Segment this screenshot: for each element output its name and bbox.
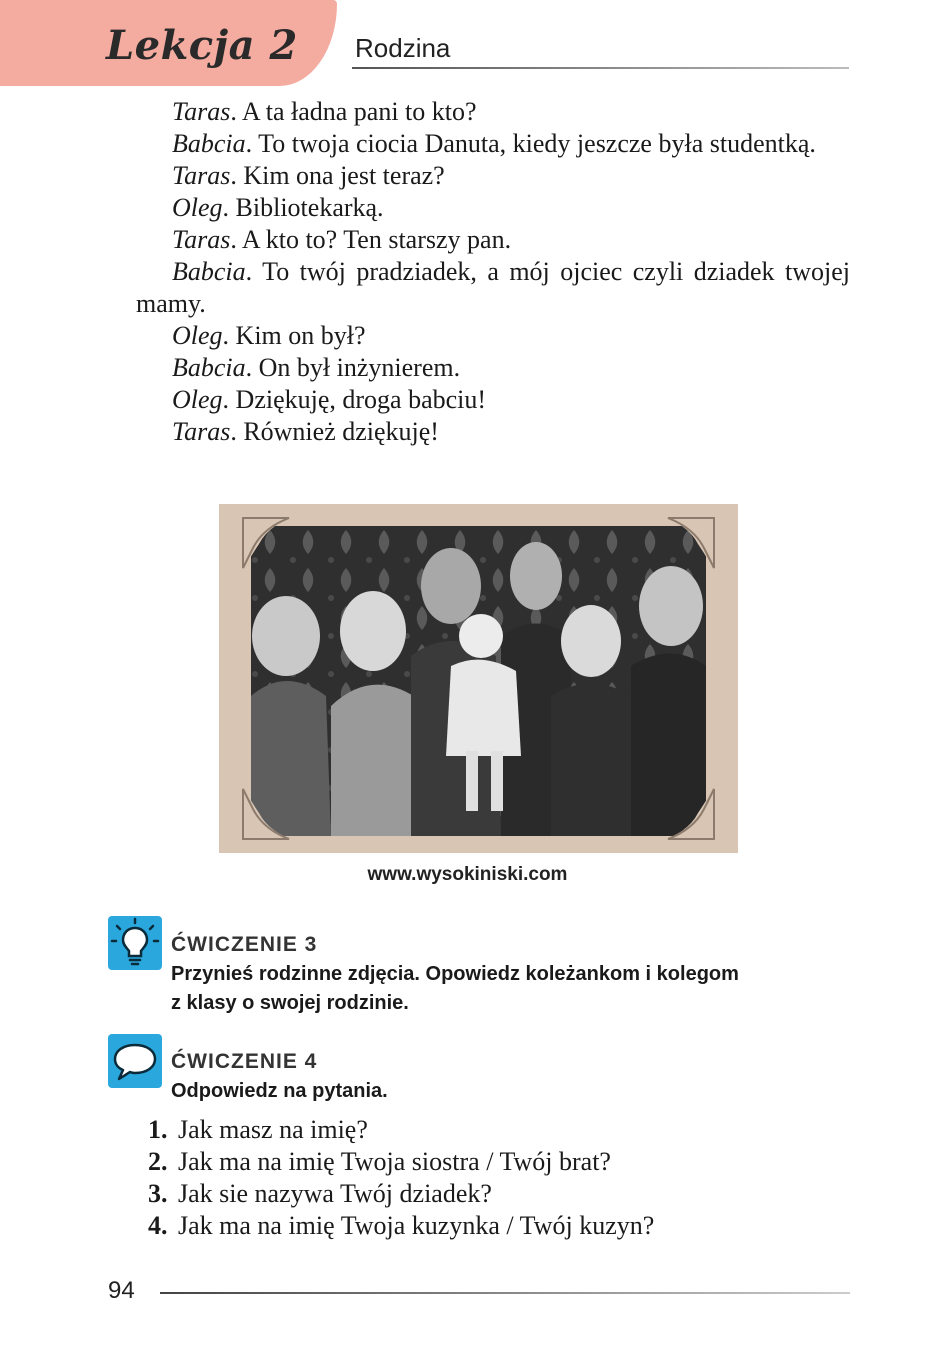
speaker: Oleg	[172, 385, 223, 414]
question-number: 2.	[148, 1147, 168, 1176]
photo-corner-icon	[656, 781, 718, 843]
dialogue-line	[136, 352, 850, 384]
topic-title: Rodzina	[355, 33, 451, 63]
speaker: Oleg	[172, 193, 223, 222]
speaker: Taras	[172, 161, 231, 190]
exercise-3-title: ĆWICZENIE 3	[171, 933, 318, 956]
dialogue	[136, 96, 850, 448]
dialogue-line	[136, 320, 850, 352]
speaker: Taras	[172, 417, 231, 446]
line-text: . Dziękuję, droga babciu!	[222, 385, 487, 414]
question-number: 1.	[148, 1115, 168, 1144]
lightbulb-icon	[108, 916, 162, 970]
line-text: . To twoja ciocia Danuta, kiedy jeszcze była studentką.	[245, 129, 816, 158]
list-item	[148, 1210, 654, 1242]
question-text: Jak masz na imię?	[178, 1115, 368, 1144]
dialogue-line	[136, 416, 850, 448]
list-item	[148, 1114, 654, 1146]
header-divider	[352, 67, 849, 69]
dialogue-line	[136, 224, 850, 256]
dialogue-line	[136, 96, 850, 128]
dialogue-line	[136, 160, 850, 192]
speaker: Babcia	[172, 257, 246, 286]
photo-credit: www.wysokiniski.com	[367, 864, 568, 885]
dialogue-line	[136, 384, 850, 416]
speaker: Taras	[172, 225, 231, 254]
family-photo	[251, 526, 706, 836]
list-item	[148, 1146, 654, 1178]
family-photo-frame	[219, 504, 738, 853]
photo-corner-icon	[239, 781, 301, 843]
speaker: Oleg	[172, 321, 223, 350]
line-text: . A kto to? Ten starszy pan.	[230, 225, 512, 254]
speaker: Babcia	[172, 129, 246, 158]
speaker: Taras	[172, 97, 231, 126]
dialogue-line	[136, 256, 850, 320]
page-number: 94	[108, 1277, 135, 1304]
exercise-4-instructions: Odpowiedz na pytania.	[171, 1080, 388, 1102]
exercise-4-title: ĆWICZENIE 4	[171, 1050, 318, 1073]
photo-corner-icon	[239, 514, 301, 576]
question-number: 4.	[148, 1211, 168, 1240]
instruction-line: z klasy o swojej rodzinie.	[171, 992, 409, 1014]
line-text: . To twój pradziadek, a mój ojciec czyli dziadek twojej mamy.	[136, 257, 850, 318]
exercise-3-instructions	[171, 960, 861, 1018]
list-item	[148, 1178, 654, 1210]
question-text: Jak ma na imię Twoja kuzynka / Twój kuzyn?	[178, 1211, 655, 1240]
line-text: . Bibliotekarką.	[222, 193, 384, 222]
question-list	[148, 1114, 654, 1242]
line-text: . Kim ona jest teraz?	[230, 161, 445, 190]
question-number: 3.	[148, 1179, 168, 1208]
question-text: Jak ma na imię Twoja siostra / Twój brat?	[178, 1147, 611, 1176]
dialogue-line	[136, 192, 850, 224]
speech-bubble-icon	[108, 1034, 162, 1088]
line-text: . Również dziękuję!	[230, 417, 439, 446]
instruction-line: Przynieś rodzinne zdjęcia. Opowiedz koleżankom i kolegom	[171, 963, 739, 985]
footer-divider	[160, 1292, 850, 1294]
speaker: Babcia	[172, 353, 246, 382]
dialogue-line	[136, 128, 850, 160]
question-text: Jak sie nazywa Twój dziadek?	[178, 1179, 492, 1208]
line-text: . On był inżynierem.	[245, 353, 461, 382]
line-text: . A ta ładna pani to kto?	[230, 97, 477, 126]
photo-corner-icon	[656, 514, 718, 576]
line-text: . Kim on był?	[222, 321, 366, 350]
lesson-title: Lekcja 2	[106, 22, 298, 69]
